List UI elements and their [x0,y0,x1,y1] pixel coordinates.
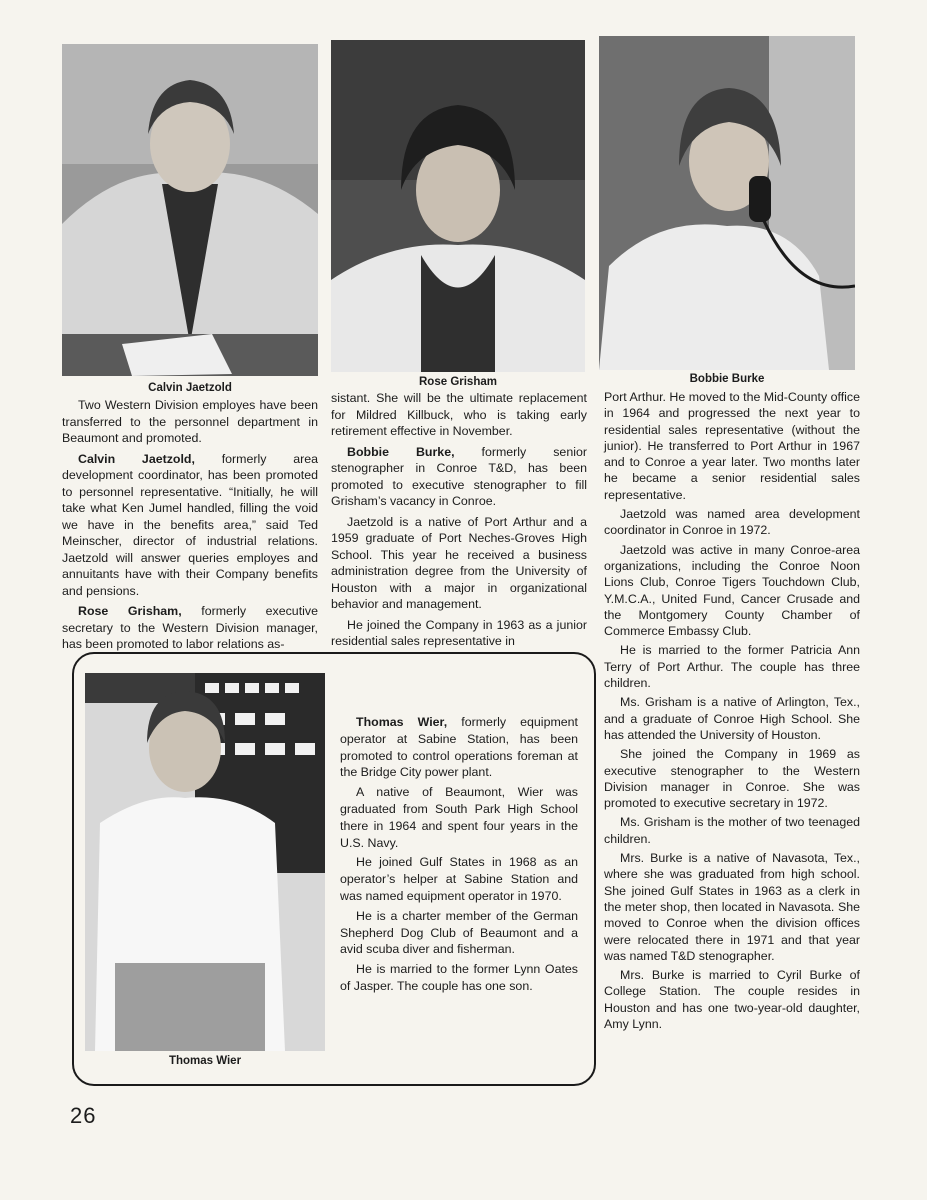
name-bobbie: Bobbie Burke, [347,444,455,459]
paragraph: Mrs. Burke is married to Cyril Burke of College Station. The couple resides in Houston and has one two-year-old daughter, Amy Lynn. [604,968,860,1031]
article-column-3 [604,389,860,1032]
paragraph: Port Arthur. He moved to the Mid-County office in 1964 and progressed the next year to residential sales representative (without the junior). He transferred to Port Arthur in 1967 and to Conroe a year later. Two months later he became a senior residential sales representative. [604,390,860,502]
thomas-wier-photo [85,673,325,1051]
paragraph: He is a charter member of the German Shepherd Dog Club of Beaumont and a avid scuba diver and fisherman. [340,908,578,957]
bobbie-caption: Bobbie Burke [689,373,765,385]
name-calvin: Calvin Jaetzold, [78,451,195,466]
paragraph: A native of Beaumont, Wier was graduated from South Park High School there in 1964 and spent four years in the U.S. Navy. [340,785,578,850]
rose-caption: Rose Grisham [419,376,497,388]
name-rose: Rose Grisham, [78,604,182,618]
paragraph: Two Western Division employes have been transferred to the personnel department in Beaumont and promoted. [62,398,318,445]
paragraph: Jaetzold was active in many Conroe-area organizations, including the Conroe Noon Lions Club, Conroe Tigers Touchdown Club, Y.M.C.A., United Fund, Cancer Crusade and the Montgomery County Chamber of Commerce Embassy Club. [604,542,860,639]
paragraph: Jaetzold was named area development coordinator in Conroe in 1972. [604,507,860,538]
calvin-jaetzold-photo [62,44,318,376]
article-column-1 [62,397,318,653]
paragraph: He is married to the former Patricia Ann Terry of Port Arthur. The couple has three children. [604,643,860,691]
paragraph: He joined the Company in 1963 as a junior residential sales representative in [331,617,587,648]
paragraph: Thomas Wier, formerly equipment operator at Sabine Station, has been promoted to control operations foreman at the Bridge City power plant. [340,715,579,780]
thomas-caption: Thomas Wier [168,1055,242,1067]
thomas-wier-text [340,714,578,995]
paragraph: Jaetzold is a native of Port Arthur and a 1959 graduate of Port Neches-Groves High School. This year he received a business administration degree from the University of Houston with a major in organizational behavior and management. [331,514,587,611]
paragraph: Mrs. Burke is a native of Navasota, Tex., where she was graduated from high school. She joined Gulf States in 1963 as a clerk in the meter shop, then located in Navasota. She moved to Conroe when the division offices were relocated there in 1971 and that year was named T&D stenographer. [604,851,860,963]
paragraph: He is married to the former Lynn Oates of Jasper. The couple has one son. [340,962,578,993]
paragraph: sistant. She will be the ultimate replacement for Mildred Killbuck, who is taking early retirement effective in November. [331,391,587,438]
page-number: 26 [70,1103,97,1128]
paragraph: He joined Gulf States in 1968 as an operator’s helper at Sabine Station and was named equipment operator in 1970. [340,855,578,903]
name-thomas: Thomas Wier, [356,715,448,729]
paragraph: Ms. Grisham is the mother of two teenaged children. [604,815,860,846]
calvin-caption: Calvin Jaetzold [148,382,232,394]
paragraph: Calvin Jaetzold, formerly area development coordinator, has been promoted to personnel representative. “Initially, he will take what Ken Jumel handled, filling the void we have in the benefits area,” said Ted Meinscher, director of industrial relations. Jaetzold will answer queries employes and annuitants have with their Company benefits and pensions. [62,451,318,598]
paragraph: Ms. Grisham is a native of Arlington, Tex., and a graduate of Conroe High School. She has attended the University of Houston. [604,695,860,742]
paragraph: Rose Grisham, formerly executive secretary to the Western Division manager, has been promoted to labor relations as- [62,604,318,651]
paragraph: Bobbie Burke, formerly senior stenographer in Conroe T&D, has been promoted to executive stenographer to fill Grisham’s vacancy in Conroe. [331,444,587,508]
article-column-2 [331,390,587,650]
bobbie-burke-photo [599,36,855,370]
paragraph: She joined the Company in 1969 as executive stenographer to the Western Division manager in Conroe. She was promoted to executive secretary in 1972. [604,747,860,811]
rose-grisham-photo [331,40,585,372]
